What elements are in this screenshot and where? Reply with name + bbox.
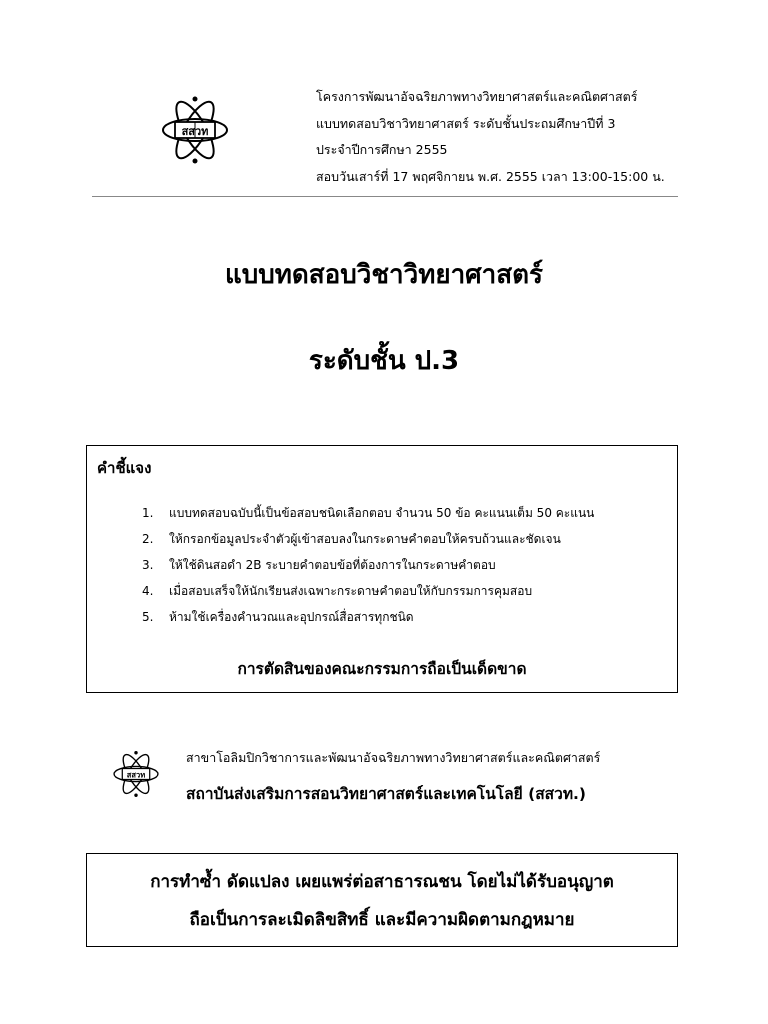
instructions-box	[86, 445, 678, 693]
header-divider	[92, 196, 678, 197]
instruction-text: ให้กรอกข้อมูลประจำตัวผู้เข้าสอบลงในกระดาษคำตอบให้ครบถ้วนและชัดเจน	[169, 532, 561, 546]
instruction-text: ให้ใช้ดินสอดำ 2B ระบายคำตอบข้อที่ต้องการในกระดาษคำตอบ	[169, 558, 496, 572]
header-line-year: ประจำปีการศึกษา 2555	[316, 142, 448, 157]
instruction-item	[142, 552, 672, 578]
instruction-number: 5.	[142, 610, 154, 624]
institution-department: สาขาโอลิมปิกวิชาการและพัฒนาอัจฉริยภาพทางวิทยาศาสตร์และคณิตศาสตร์	[186, 750, 601, 765]
logo-text: สสวท	[181, 125, 209, 138]
instruction-number: 4.	[142, 584, 154, 598]
instruction-text: เมื่อสอบเสร็จให้นักเรียนส่งเฉพาะกระดาษคำตอบให้กับกรรมการคุมสอบ	[169, 584, 533, 598]
copyright-line-1: การทำซ้ำ ดัดแปลง เผยแพร่ต่อสาธารณชน โดยไม่ได้รับอนุญาต	[150, 872, 614, 892]
header-line-project: โครงการพัฒนาอัจฉริยภาพทางวิทยาศาสตร์และคณิตศาสตร์	[316, 89, 638, 104]
instruction-number: 3.	[142, 558, 154, 572]
instructions-footer: การตัดสินของคณะกรรมการถือเป็นเด็ดขาด	[237, 660, 527, 678]
instruction-text: ห้ามใช้เครื่องคำนวณและอุปกรณ์สื่อสารทุกชนิด	[169, 610, 414, 624]
logo-text-small: สสวท	[126, 770, 146, 780]
header-info	[316, 84, 756, 190]
instruction-number: 2.	[142, 532, 154, 546]
instructions-list	[142, 500, 672, 630]
copyright-line-2: ถือเป็นการละเมิดลิขสิทธิ์ และมีความผิดตามกฎหมาย	[189, 910, 575, 930]
instruction-item	[142, 526, 672, 552]
institution-name: สถาบันส่งเสริมการสอนวิทยาศาสตร์และเทคโนโลยี (สสวท.)	[186, 785, 587, 803]
instruction-item	[142, 604, 672, 630]
ipst-logo-small-icon	[112, 746, 160, 802]
instruction-text: แบบทดสอบฉบับนี้เป็นข้อสอบชนิดเลือกตอบ จำนวน 50 ข้อ คะแนนเต็ม 50 คะแนน	[169, 506, 595, 520]
ipst-logo-icon	[160, 90, 230, 170]
copyright-box	[86, 853, 678, 947]
header-line-subject: แบบทดสอบวิชาวิทยาศาสตร์ ระดับชั้นประถมศึกษาปีที่ 3	[316, 115, 616, 131]
instruction-item	[142, 500, 672, 526]
exam-title: แบบทดสอบวิชาวิทยาศาสตร์	[224, 260, 544, 290]
header-line-schedule: สอบวันเสาร์ที่ 17 พฤศจิกายน พ.ศ. 2555 เวลา 13:00-15:00 น.	[316, 168, 665, 184]
exam-level: ระดับชั้น ป.3	[308, 346, 460, 376]
instructions-heading: คำชี้แจง	[97, 459, 152, 477]
instruction-number: 1.	[142, 506, 154, 520]
instruction-item	[142, 578, 672, 604]
